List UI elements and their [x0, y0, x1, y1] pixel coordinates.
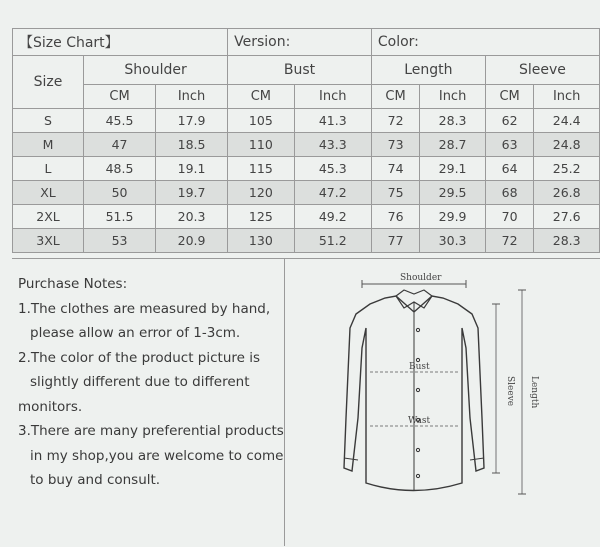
unit-header: Inch: [156, 85, 228, 109]
table-cell: 29.1: [420, 157, 486, 181]
unit-header: Inch: [534, 85, 600, 109]
table-cell: 18.5: [156, 133, 228, 157]
shirt-diagram-svg: [300, 268, 590, 518]
unit-header: CM: [371, 85, 419, 109]
table-row: [13, 109, 600, 133]
table-cell: 75: [371, 181, 419, 205]
table-cell: 43.3: [294, 133, 371, 157]
table-cell: 17.9: [156, 109, 228, 133]
unit-header: CM: [485, 85, 533, 109]
table-cell: 29.9: [420, 205, 486, 229]
table-cell: 64: [485, 157, 533, 181]
table-cell: 28.7: [420, 133, 486, 157]
shoulder-header: Shoulder: [84, 56, 228, 85]
table-cell: 76: [371, 205, 419, 229]
table-cell: 20.9: [156, 229, 228, 253]
table-cell: 24.4: [534, 109, 600, 133]
table-cell: 19.1: [156, 157, 228, 181]
table-cell: 53: [84, 229, 156, 253]
notes-title: Purchase Notes:: [18, 276, 128, 292]
note-line: monitors.: [18, 398, 83, 415]
table-row: [13, 181, 600, 205]
note-line: 3.There are many preferential products: [18, 423, 284, 439]
sleeve-header: Sleeve: [485, 56, 599, 85]
table-cell: 115: [228, 157, 295, 181]
size-cell: S: [13, 109, 84, 133]
table-cell: 125: [228, 205, 295, 229]
unit-header: Inch: [294, 85, 371, 109]
version-label: Version:: [228, 29, 372, 56]
note-line: 2.The color of the product picture is: [18, 349, 261, 366]
table-cell: 130: [228, 229, 295, 253]
table-cell: 25.2: [534, 157, 600, 181]
table-cell: 20.3: [156, 205, 228, 229]
size-chart-table: [12, 28, 600, 253]
table-row: [13, 205, 600, 229]
size-cell: 2XL: [13, 205, 84, 229]
table-cell: 120: [228, 181, 295, 205]
sleeve-label: Sleeve: [505, 376, 515, 407]
table-cell: 77: [371, 229, 419, 253]
table-cell: 45.5: [84, 109, 156, 133]
table-cell: 63: [485, 133, 533, 157]
table-cell: 27.6: [534, 205, 600, 229]
size-cell: M: [13, 133, 84, 157]
unit-header: CM: [228, 85, 295, 109]
table-cell: 41.3: [294, 109, 371, 133]
table-row: [13, 229, 600, 253]
table-cell: 48.5: [84, 157, 156, 181]
shoulder-label: Shoulder: [400, 273, 442, 283]
size-cell: L: [13, 157, 84, 181]
table-cell: 45.3: [294, 157, 371, 181]
table-cell: 28.3: [534, 229, 600, 253]
size-cell: 3XL: [13, 229, 84, 253]
bust-label: Bust: [409, 362, 430, 372]
color-label: Color:: [371, 29, 599, 56]
note-line: please allow an error of 1-3cm.: [30, 325, 241, 341]
table-cell: 26.8: [534, 181, 600, 205]
length-header: Length: [371, 56, 485, 85]
section-divider: [284, 258, 285, 546]
table-cell: 51.2: [294, 229, 371, 253]
table-row: [13, 133, 600, 157]
shirt-measurement-diagram: [300, 268, 590, 518]
note-line: to buy and consult.: [30, 472, 161, 488]
table-cell: 73: [371, 133, 419, 157]
table-cell: 72: [485, 229, 533, 253]
unit-header: Inch: [420, 85, 486, 109]
table-cell: 19.7: [156, 181, 228, 205]
unit-header: CM: [84, 85, 156, 109]
note-line: 1.The clothes are measured by hand,: [18, 300, 271, 317]
table-cell: 50: [84, 181, 156, 205]
table-cell: 51.5: [84, 205, 156, 229]
size-header: Size: [13, 56, 84, 109]
table-cell: 49.2: [294, 205, 371, 229]
purchase-notes: [18, 272, 284, 493]
table-cell: 62: [485, 109, 533, 133]
table-row: [13, 157, 600, 181]
table-cell: 72: [371, 109, 419, 133]
note-line: slightly different due to different: [30, 374, 250, 390]
table-cell: 30.3: [420, 229, 486, 253]
bust-header: Bust: [228, 56, 372, 85]
table-cell: 68: [485, 181, 533, 205]
note-line: in my shop,you are welcome to come: [30, 447, 284, 464]
table-cell: 70: [485, 205, 533, 229]
table-cell: 110: [228, 133, 295, 157]
table-cell: 28.3: [420, 109, 486, 133]
size-cell: XL: [13, 181, 84, 205]
waist-label: Wast: [408, 416, 431, 426]
size-chart-title: 【Size Chart】: [13, 29, 228, 56]
length-label: Length: [529, 376, 539, 409]
table-cell: 74: [371, 157, 419, 181]
table-cell: 29.5: [420, 181, 486, 205]
table-cell: 24.8: [534, 133, 600, 157]
table-cell: 105: [228, 109, 295, 133]
table-cell: 47: [84, 133, 156, 157]
table-cell: 47.2: [294, 181, 371, 205]
